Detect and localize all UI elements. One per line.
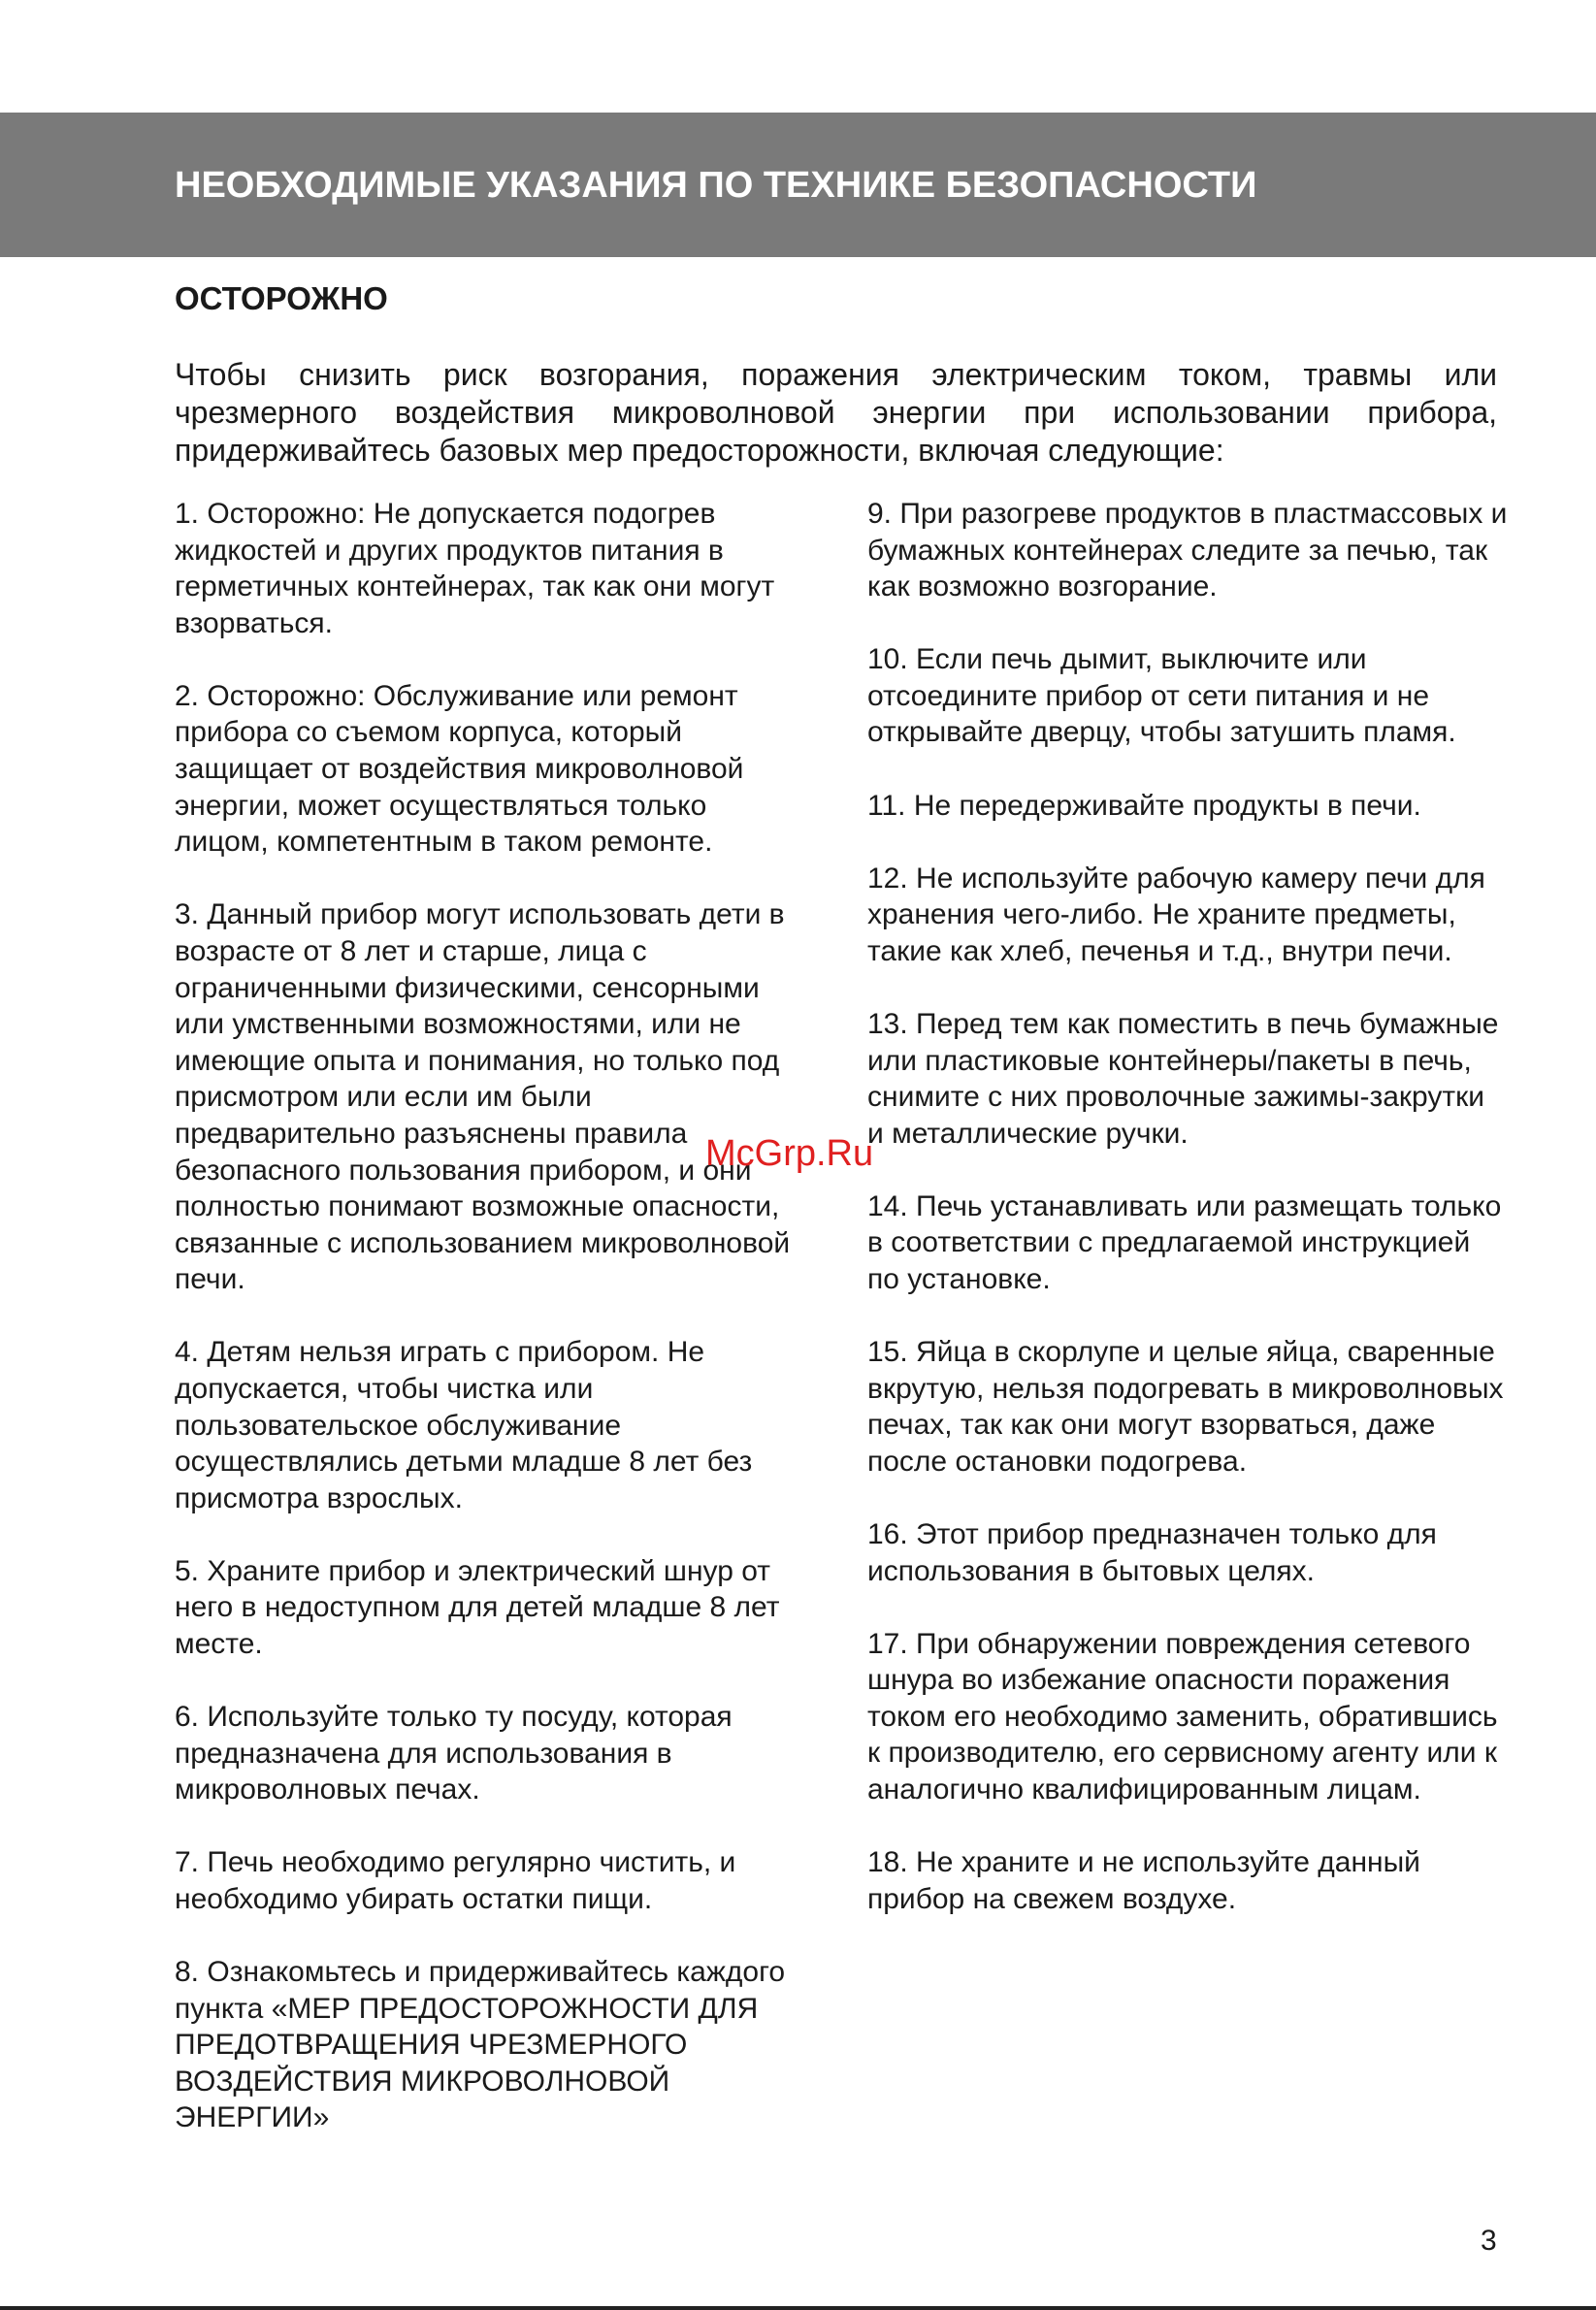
- safety-item-4: 4. Детям нельзя играть с прибором. Не допускается, чтобы чистка или пользовательское обслуживание осуществлялись детьми младше 8 лет без присмотра взрослых.: [175, 1336, 753, 1514]
- safety-item-1: 1. Осторожно: Не допускается подогрев жидкостей и других продуктов питания в герметичных контейнерах, так как они могут взорваться.: [175, 498, 775, 639]
- safety-list-right: [867, 496, 1508, 1954]
- safety-item-11: 11. Не передерживайте продукты в печи.: [867, 789, 1421, 822]
- safety-item-7: 7. Печь необходимо регулярно чистить, и необходимо убирать остатки пищи.: [175, 1846, 736, 1915]
- watermark-text: McGrp.Ru: [705, 1133, 874, 1174]
- safety-item-2: 2. Осторожно: Обслуживание или ремонт прибора со съемом корпуса, который защищает от воздействия микроволновой энергии, может осуществляться только лицом, компетентным в таком ремонте.: [175, 679, 744, 859]
- safety-item-8: 8. Ознакомьтесь и придерживайтесь каждого пункта «МЕР ПРЕДОСТОРОЖНОСТИ ДЛЯ ПРЕДОТВРАЩЕНИЯ ЧРЕЗМЕРНОГО ВОЗДЕЙСТВИЯ МИКРОВОЛНОВОЙ ЭНЕРГИИ»: [175, 1956, 786, 2134]
- bottom-divider: [0, 2306, 1596, 2310]
- intro-paragraph: Чтобы снизить риск возгорания, поражения электрическим током, травмы или чрезмерного воздействия микроволновой энергии при использовании прибора, придерживайтесь базовых мер предосторожности, включая следующие:: [175, 357, 1497, 468]
- safety-item-6: 6. Используйте только ту посуду, которая предназначена для использования в микроволновых печах.: [175, 1701, 733, 1806]
- safety-item-3: 3. Данный прибор могут использовать дети в возрасте от 8 лет и старше, лица с ограниченными физическими, сенсорными или умственными возможностями, или не имеющие опыта и понимания, но только под присмотром или если им были предварительно разъяснены правила безопасного пользования прибором, и они полностью понимают возможные опасности, связанные с использованием микроволновой печи.: [175, 898, 791, 1296]
- safety-item-9: 9. При разогреве продуктов в пластмассовых и бумажных контейнерах следите за печью, так как возможно возгорание.: [867, 498, 1508, 603]
- safety-list-left: [175, 496, 805, 2173]
- safety-item-16: 16. Этот прибор предназначен только для использования в бытовых целях.: [867, 1517, 1437, 1587]
- safety-item-18: 18. Не храните и не используйте данный прибор на свежем воздухе.: [867, 1846, 1420, 1915]
- page-number: 3: [1481, 2225, 1497, 2257]
- safety-item-5: 5. Храните прибор и электрический шнур от него в недоступном для детей младше 8 лет месте.: [175, 1554, 780, 1661]
- safety-item-14: 14. Печь устанавливать или размещать только в соответствии с предлагаемой инструкцией по установке.: [867, 1189, 1502, 1295]
- safety-item-10: 10. Если печь дымит, выключите или отсоедините прибор от сети питания и не открывайте дверцу, чтобы затушить пламя.: [867, 643, 1456, 749]
- safety-item-12: 12. Не используйте рабочую камеру печи для хранения чего-либо. Не храните предметы, такие как хлеб, печенья и т.д., внутри печи.: [867, 862, 1485, 967]
- safety-item-15: 15. Яйца в скорлупе и целые яйца, сваренные вкрутую, нельзя подогревать в микроволновых печах, так как они могут взорваться, даже после остановки подогрева.: [867, 1336, 1504, 1478]
- caution-heading: ОСТОРОЖНО: [175, 280, 388, 316]
- safety-item-13: 13. Перед тем как поместить в печь бумажные или пластиковые контейнеры/пакеты в печь, снимите с них проволочные зажимы-закрутки и металлические ручки.: [867, 1007, 1499, 1150]
- safety-item-17: 17. При обнаружении повреждения сетевого шнура во избежание опасности поражения током его необходимо заменить, обратившись к производителю, его сервисному агенту или к аналогично квалифицированным лицам.: [867, 1627, 1498, 1806]
- page-title: НЕОБХОДИМЫЕ УКАЗАНИЯ ПО ТЕХНИКЕ БЕЗОПАСНОСТИ: [175, 165, 1257, 206]
